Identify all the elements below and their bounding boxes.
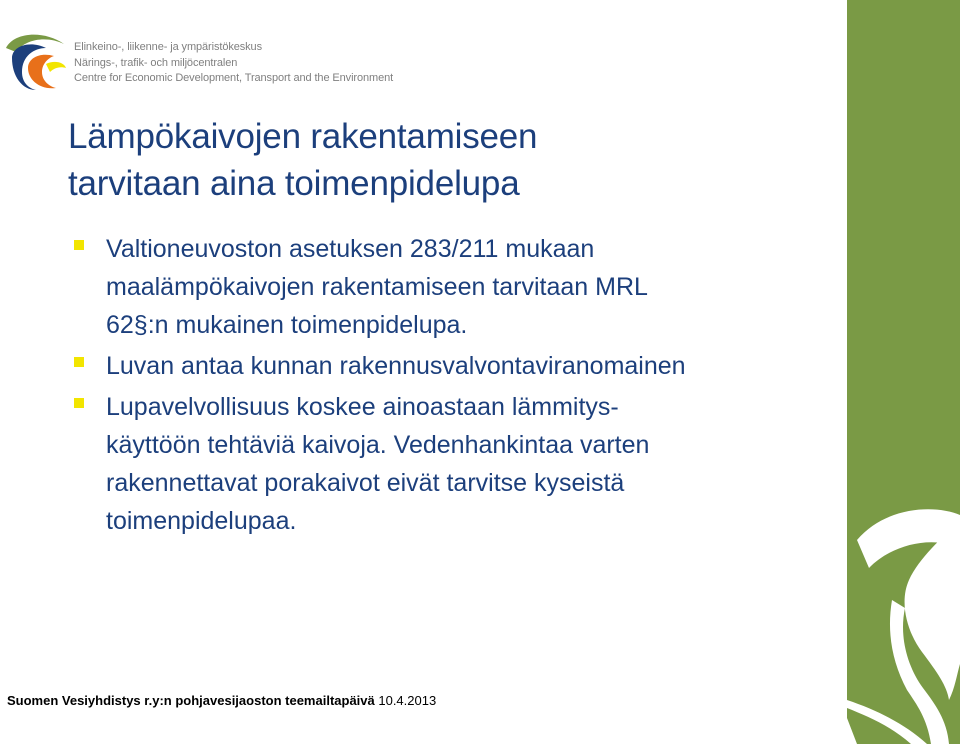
organization-logo <box>4 28 424 92</box>
bullet-line: Lupavelvollisuus koskee ainoastaan lämmitys- <box>106 393 619 421</box>
bullet-item <box>68 347 828 385</box>
bullet-item <box>68 230 828 344</box>
bullet-list <box>68 230 828 543</box>
bullet-text <box>106 388 828 540</box>
title-line: tarvitaan aina toimenpidelupa <box>68 164 520 203</box>
bullet-item <box>68 388 828 540</box>
green-leaf-side-panel <box>847 0 960 744</box>
logo-text <box>74 40 393 87</box>
square-bullet-icon <box>74 240 84 250</box>
footer-text <box>7 693 436 709</box>
square-bullet-icon <box>74 357 84 367</box>
logo-line-fi: Elinkeino-, liikenne- ja ympäristökeskus <box>74 41 262 53</box>
bullet-line: Valtioneuvoston asetuksen 283/211 mukaan <box>106 235 595 263</box>
bullet-line: toimenpidelupaa. <box>106 507 297 535</box>
bullet-line: käyttöön tehtäviä kaivoja. Vedenhankintaa varten <box>106 431 650 459</box>
bullet-line: maalämpökaivojen rakentamiseen tarvitaan MRL <box>106 273 648 301</box>
title-line: Lämpökaivojen rakentamiseen <box>68 117 538 156</box>
footer-event: Suomen Vesiyhdistys r.y:n pohjavesijaoston teemailtapäivä <box>7 693 375 708</box>
square-bullet-icon <box>74 398 84 408</box>
ely-centre-logo-icon <box>4 28 68 92</box>
bullet-text <box>106 347 828 385</box>
bullet-text <box>106 230 828 344</box>
slide-title <box>68 113 808 207</box>
logo-line-sv: Närings-, trafik- och miljöcentralen <box>74 56 238 69</box>
footer-date: 10.4.2013 <box>374 693 437 708</box>
logo-line-en: Centre for Economic Development, Transport and the Environment <box>74 72 394 84</box>
bullet-line: rakennettavat porakaivot eivät tarvitse kyseistä <box>106 469 625 497</box>
bullet-line: 62§:n mukainen toimenpidelupa. <box>106 311 468 339</box>
bullet-line: Luvan antaa kunnan rakennusvalvontaviranomainen <box>106 352 686 380</box>
